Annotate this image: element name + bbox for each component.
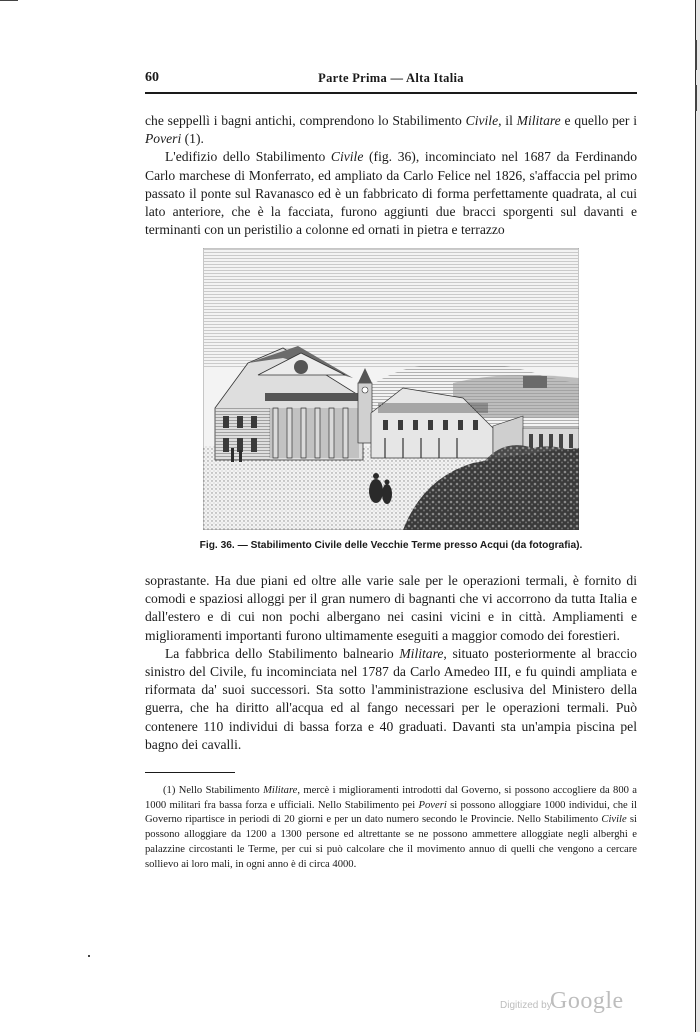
paragraph: soprastante. Ha due piani ed oltre alle varie sale per le operazioni termali, è fornito di comodi e spaziosi alloggi per il gran numero di bagnanti che vi accorrono da tutta Italia e dall'estero e di cui non pochi albergano nei casini vicini e in città. Ampliamenti e miglioramenti importanti furono ultimamente eseguiti a maggior comodo dei forestieri. [145, 573, 637, 643]
footnote [145, 784, 637, 872]
text-run: , mercè i miglioramenti introdotti dal Governo, si possono accogliere da 800 a 1000 militari fra bassa forza e ufficiali. Nello Stabilimento pei [145, 785, 637, 811]
google-watermark [500, 988, 640, 1016]
body-text-bottom [145, 572, 637, 754]
scan-mark [695, 40, 697, 70]
scan-edge [695, 0, 700, 1032]
text-run: , il [498, 113, 517, 128]
footnote-rule [145, 772, 235, 773]
running-title: Parte Prima — Alta Italia [318, 71, 464, 85]
header-rule [145, 92, 637, 94]
emphasis-civile: Civile [465, 113, 499, 128]
watermark-small: Digitized by [500, 1000, 552, 1011]
paragraph [145, 148, 637, 239]
page-number: 60 [145, 70, 159, 85]
text-run: La fabbrica dello Stabilimento balneario [165, 645, 400, 661]
text-run: (1) Nello Stabilimento [163, 785, 264, 796]
emphasis-civile: Civile [330, 149, 364, 165]
scan-mark [88, 955, 90, 957]
emphasis-militare: Militare [263, 785, 298, 796]
paragraph [145, 112, 637, 148]
scan-mark [0, 0, 18, 1]
body-text-top [145, 112, 637, 239]
text-run: si possono alloggiare 1000 individui, che il Governo ripartisce in periodi di 20 giorni e per un dato numero secondo le Provincie. Nello Stabilimento [145, 799, 637, 826]
figure-engraving [203, 248, 579, 530]
engraving-illustration [203, 248, 579, 530]
text-run: (1). [181, 131, 204, 147]
figure-caption: Fig. 36. — Stabilimento Civile delle Vecchie Terme presso Acqui (da fotografia). [199, 540, 583, 551]
text-run: (fig. 36), incominciato nel 1687 da Ferdinando Carlo marchese di Monferrato, ed ampliato da Carlo Felice nel 1826, s'affaccia pel primo passato il ponte sul Ravanasco ed è un fabbricato di forma perfettamente quadrata, al cui lato anteriore, che è la facciata, furono aggiunti due bracci sporgenti sul davanti e terminanti con un peristilio a colonne ed ornati in pietra e terrazzo [145, 149, 638, 238]
footnote-paragraph [145, 784, 637, 872]
emphasis-civile: Civile [601, 814, 627, 826]
text-run: che seppellì i bagni antichi, comprendono lo Stabilimento [145, 113, 466, 128]
emphasis-poveri: Poveri [145, 131, 182, 147]
text-run: si possono alloggiare da 1200 a 1300 persone ed altrettante se ne possono ammettere alloggiate negli alberghi e palazzine circostanti le Terme, per cui si può calcolare che il movimento annuo di quelli che vengono a cercare sollievo ai loro mali, in ogni anno è di circa 4000. [145, 814, 637, 870]
text-run: L'edifizio dello Stabilimento [165, 149, 331, 165]
watermark-logo: Google [550, 988, 624, 1014]
text-run: e quello per i [560, 113, 638, 128]
emphasis-militare: Militare [516, 113, 561, 128]
text-run: , situato posteriormente al braccio sinistro del Civile, fu incominciata nel 1787 da Carlo Amedeo III, e fu quindi ampliata e riformata da' suoi successori. Sta sotto l'amministrazione esclusiva del Ministero della guerra, che ha diritto all'acqua ed al fango necessari per le operazioni termali. Può contenere 110 individui di bassa forza e 40 graduati. Davanti sta un'ampia piscina pel bagno dei cavalli. [145, 645, 637, 752]
emphasis-militare: Militare [399, 645, 444, 661]
running-header [145, 70, 637, 88]
scan-mark [695, 85, 697, 111]
emphasis-poveri: Poveri [418, 799, 447, 811]
paragraph [145, 645, 637, 754]
